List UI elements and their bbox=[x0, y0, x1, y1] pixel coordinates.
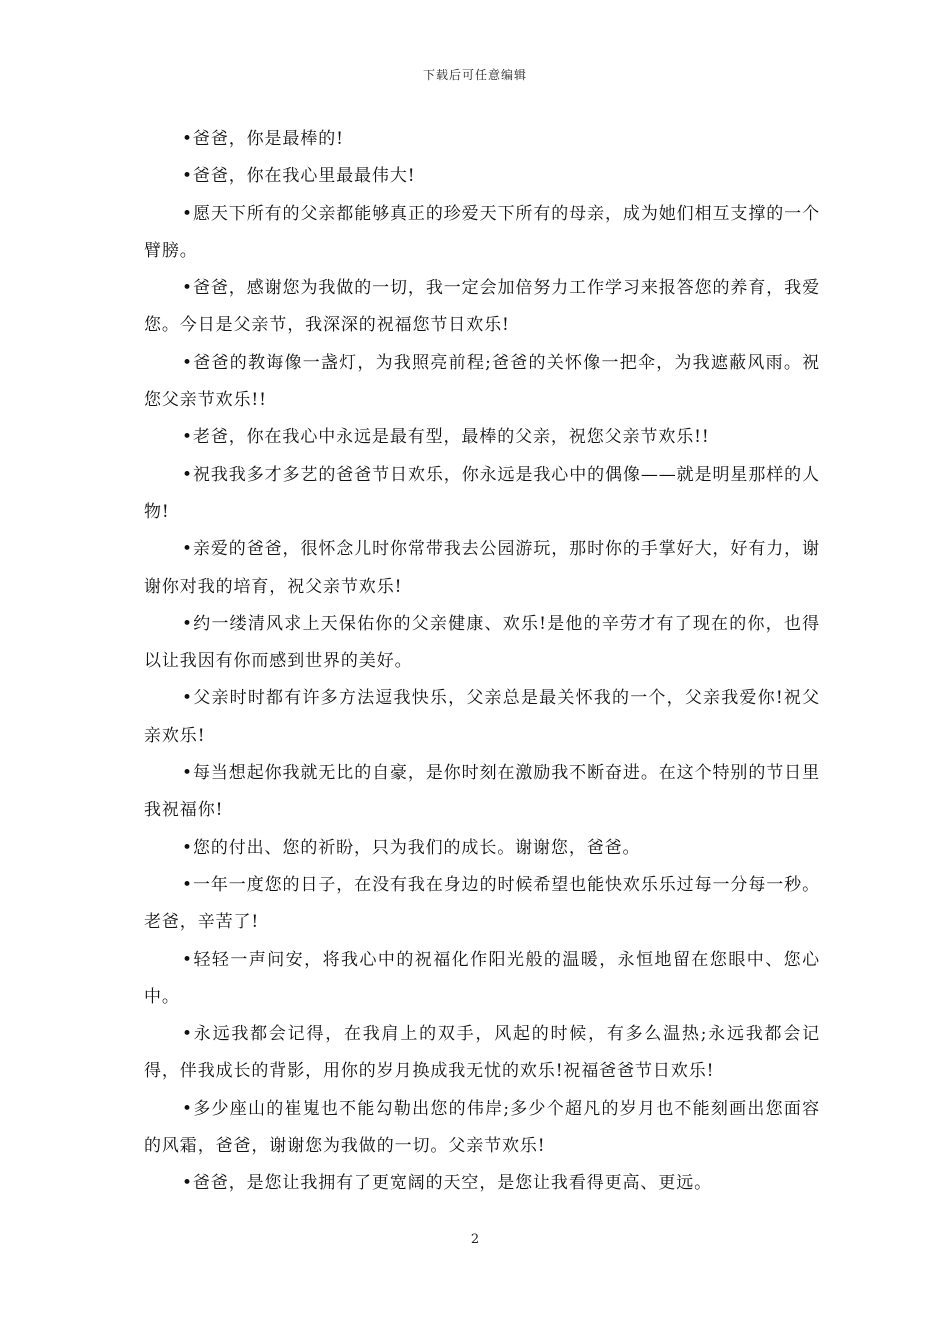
paragraph: •您的付出、您的祈盼，只为我们的成长。谢谢您，爸爸。 bbox=[182, 837, 641, 858]
paragraph: •爸爸，你是最棒的! bbox=[182, 129, 344, 149]
document-body bbox=[144, 121, 820, 1203]
paragraph: •每当想起你我就无比的自豪，是你时刻在激励我不断奋进。在这个特别的节日里我祝福你! bbox=[144, 763, 820, 821]
paragraph: •永远我都会记得，在我肩上的双手，风起的时候，有多么温热;永远我都会记得，伴我成长的背影，用你的岁月换成我无忧的欢乐!祝福爸爸节日欢乐! bbox=[144, 1024, 820, 1082]
paragraph: •多少座山的崔嵬也不能勾勒出您的伟岸;多少个超凡的岁月也不能刻画出您面容的风霜，爸爸，谢谢您为我做的一切。父亲节欢乐! bbox=[144, 1098, 820, 1157]
paragraph: •老爸，你在我心中永远是最有型，最棒的父亲，祝您父亲节欢乐!! bbox=[182, 427, 710, 448]
paragraph: •父亲时时都有许多方法逗我快乐，父亲总是最关怀我的一个，父亲我爱你!祝父亲欢乐! bbox=[144, 688, 820, 746]
page-number: 2 bbox=[470, 1232, 480, 1247]
paragraph: •爸爸，感谢您为我做的一切，我一定会加倍努力工作学习来报答您的养育，我爱您。今日是父亲节，我深深的祝福您节日欢乐! bbox=[144, 278, 820, 336]
paragraph: •爸爸，你在我心里最最伟大! bbox=[182, 166, 416, 187]
paragraph: •祝我我多才多艺的爸爸节日欢乐，你永远是我心中的偶像——就是明星那样的人物! bbox=[144, 464, 820, 522]
paragraph: •亲爱的爸爸，很怀念儿时你常带我去公园游玩，那时你的手掌好大，好有力，谢谢你对我的培育，祝父亲节欢乐! bbox=[144, 539, 820, 597]
paragraph: •轻轻一声问安，将我心中的祝福化作阳光般的温暖，永恒地留在您眼中、您心中。 bbox=[144, 949, 820, 1007]
paragraph: •一年一度您的日子，在没有我在身边的时候希望也能快欢乐乐过每一分每一秒。老爸，辛苦了! bbox=[144, 874, 820, 933]
paragraph: •爸爸的教诲像一盏灯，为我照亮前程;爸爸的关怀像一把伞，为我遮蔽风雨。祝您父亲节欢乐!! bbox=[144, 352, 820, 411]
paragraph: •爸爸，是您让我拥有了更宽阔的天空，是您让我看得更高、更远。 bbox=[182, 1173, 713, 1194]
page-header: 下载后可任意编辑 bbox=[422, 68, 527, 82]
paragraph: •约一缕清风求上天保佑你的父亲健康、欢乐!是他的辛劳才有了现在的你，也得以让我因有你而感到世界的美好。 bbox=[144, 613, 820, 672]
paragraph: •愿天下所有的父亲都能够真正的珍爱天下所有的母亲，成为她们相互支撑的一个臂膀。 bbox=[144, 203, 820, 261]
